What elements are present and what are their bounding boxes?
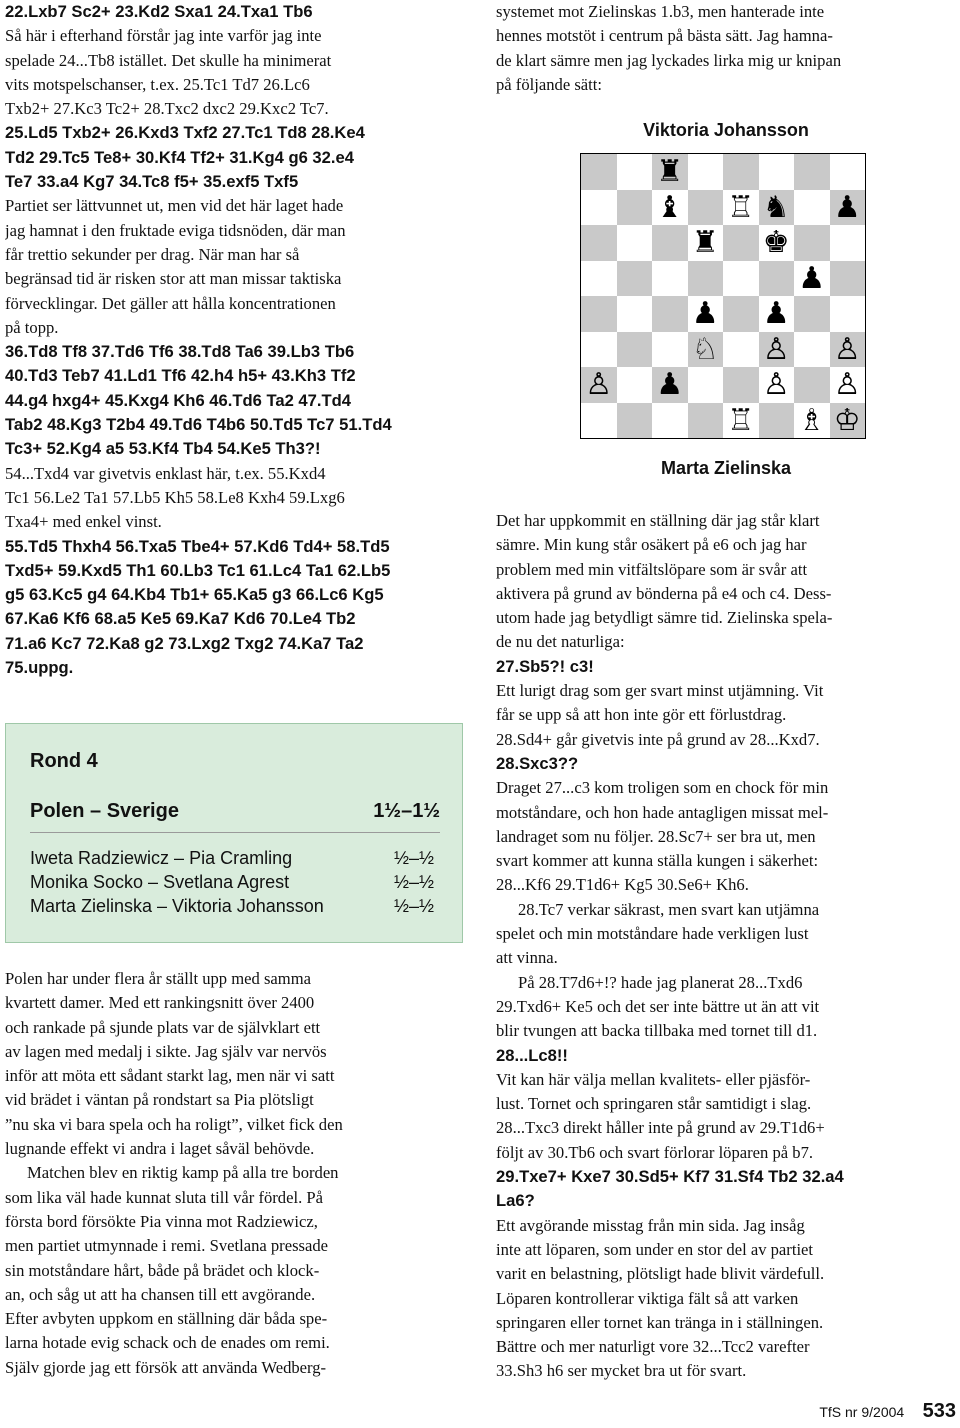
board-square-a8 (581, 154, 617, 190)
text-line: blir tvungen att backa tillbaka med tornet till d1. (496, 1021, 818, 1041)
chess-diagram (580, 153, 866, 439)
moves-line: 27.Sb5?! c3! (496, 656, 594, 676)
board-square-e4 (723, 296, 759, 332)
text-line: 75.uppg. (5, 658, 74, 678)
moves-block (496, 1165, 956, 1214)
left-bottom-text (5, 967, 463, 1380)
board-square-e6 (723, 225, 759, 261)
text-line: Tc1 56.Le2 Ta1 57.Lb5 Kh5 58.Le8 Kxh4 59.Lxg6 (5, 487, 345, 507)
text-line: ”nu ska vi bara spela och ha roligt”, vilket fick den (5, 1114, 343, 1134)
commentary-paragraph (5, 24, 463, 121)
text-line: 29.Txd6+ Ke5 och det ser inte bättre ut än att vit (496, 996, 820, 1016)
text-line: vid brädet i väntan på rondstart sa Pia plötsligt (5, 1090, 314, 1110)
white-pawn-icon: ♙ (585, 367, 613, 402)
text-line: begränsad tid är risken stor att man missar taktiska (5, 269, 342, 289)
text-line: av lagen med medalj i sikte. Jag själv var nervös (5, 1041, 327, 1061)
text-line: Polen har under flera år ställt upp med samma (5, 969, 311, 988)
moves-block (5, 340, 463, 461)
text-line: på följande sätt: (496, 74, 602, 94)
text-line: Txd5+ 59.Kxd5 Th1 60.Lb3 Tc1 61.Lc4 Ta1 62.Lb5 (5, 560, 391, 580)
diagram-top-player: Viktoria Johansson (643, 120, 809, 140)
black-rook-icon: ♜ (656, 154, 684, 189)
board-square-e2 (723, 367, 759, 403)
article-paragraph (5, 1161, 463, 1380)
text-line: Td2 29.Tc5 Te8+ 30.Kf4 Tf2+ 31.Kg4 g6 32.e4 (5, 147, 354, 167)
game-result (30, 896, 440, 917)
text-line: förvecklingar. Det gäller att hålla koncentrationen (5, 293, 336, 313)
text-line: svart kommer att kunna ställa kungen i säkerhet: (496, 851, 819, 871)
text-line: de nu det naturliga: (496, 632, 625, 652)
white-rook-icon: ♖ (727, 189, 755, 225)
board-square-d5 (688, 261, 724, 297)
moves-block (5, 121, 463, 194)
board-square-d1 (688, 403, 724, 439)
text-line: larna hotade evig schack och de enades om remi. (5, 1333, 330, 1353)
game-score: ½–½ (393, 848, 434, 868)
text-line: aktivera på grund av bönderna på e4 och c4. Dess- (496, 583, 832, 603)
text-line: Draget 27...c3 kom troligen som en chock för min (496, 778, 829, 798)
text-line: som lika väl hade kunnat sluta till vår fördel. På (5, 1187, 323, 1207)
game-players: Iweta Radziewicz – Pia Cramling (30, 848, 293, 868)
text-line: sin motståndare hårt, både på brädet och klock- (5, 1260, 320, 1280)
black-king-icon: ♚ (762, 225, 790, 260)
white-pawn-icon: ♙ (833, 367, 861, 402)
white-king-icon: ♔ (833, 402, 861, 438)
commentary-paragraph (5, 194, 463, 340)
text-line: Tc3+ 52.Kg4 a5 53.Kf4 Tb4 54.Ke5 Th3?! (5, 439, 321, 459)
black-pawn-icon: ♟ (656, 367, 684, 402)
white-pawn-icon: ♙ (762, 331, 790, 367)
text-line: och rankade på sjunde plats var de självklart ett (5, 1017, 321, 1037)
game-players: Monika Socko – Svetlana Agrest (30, 872, 290, 892)
text-line: hennes motstöt i centrum på bästa sätt. Jag hamna- (496, 26, 833, 46)
board-square-f8 (759, 154, 795, 190)
board-square-c3 (652, 332, 688, 368)
text-line: lugnande effekt vi andra i laget såväl behövde. (5, 1139, 315, 1159)
commentary-paragraph (496, 971, 956, 1044)
text-line: 28...Kf6 29.T1d6+ Kg5 30.Se6+ Kh6. (496, 875, 749, 895)
round-title: Rond 4 (30, 750, 98, 772)
white-knight-icon: ♘ (691, 331, 719, 367)
text-line: 55.Td5 Thxh4 56.Txa5 Tbe4+ 57.Kd6 Td4+ 58.Td5 (5, 536, 390, 556)
text-line: 71.a6 Kc7 72.Ka8 g2 73.Lxg2 Txg2 74.Ka7 Ta2 (5, 633, 364, 653)
text-line: får se upp så att hon inte gör ett förlustdrag. (496, 705, 787, 725)
text-line: lust. Tornet och springaren står samtidigt i slag. (496, 1094, 812, 1114)
text-line: vits motspelschanser, t.ex. 25.Tc1 Td7 26.Lc6 (5, 74, 310, 94)
board-square-f5 (759, 261, 795, 297)
text-line: 44.g4 hxg4+ 45.Kxg4 Kh6 46.Td6 Ta2 47.Td4 (5, 390, 352, 410)
text-line: 28...Txc3 direkt håller inte på grund av 29.T1d6+ (496, 1118, 825, 1138)
commentary-paragraph (496, 776, 956, 897)
text-line: inte att löparen, som under en stor del av partiet (496, 1239, 814, 1259)
game-score: ½–½ (393, 896, 434, 916)
text-line: Själv gjorde jag ett försök att använda Wedberg- (5, 1357, 327, 1377)
board-square-b7 (617, 190, 653, 226)
text-line: Tab2 48.Kg3 T2b4 49.Td6 T4b6 50.Td5 Tc7 51.Td4 (5, 415, 392, 435)
commentary-paragraph (496, 898, 956, 971)
text-line: motståndare, och hon hade antagligen missat mel- (496, 802, 829, 822)
game-players: Marta Zielinska – Viktoria Johansson (30, 896, 324, 916)
page-number: 533 (922, 1400, 956, 1422)
board-square-a5 (581, 261, 617, 297)
board-square-d8 (688, 154, 724, 190)
text-line: inför att möta ett sådant starkt lag, men när vi satt (5, 1066, 335, 1086)
black-pawn-icon: ♟ (833, 189, 861, 225)
board-square-c1 (652, 403, 688, 439)
text-line: att vinna. (496, 948, 558, 968)
board-square-e8 (723, 154, 759, 190)
commentary-paragraph (496, 1214, 956, 1384)
article-paragraph (5, 967, 463, 1161)
board-square-g6 (794, 225, 830, 261)
match-score: 1½–1½ (373, 800, 440, 822)
text-line: 25.Ld5 Txb2+ 26.Kxd3 Txf2 27.Tc1 Td8 28.Ke4 (5, 123, 365, 143)
text-line: Matchen blev en riktig kamp på alla tre borden (27, 1163, 339, 1183)
board-square-a1 (581, 403, 617, 439)
board-square-a3 (581, 332, 617, 368)
text-line: spelet och min motståndare hade verkligen lust (496, 924, 809, 944)
board-square-c4 (652, 296, 688, 332)
white-rook-icon: ♖ (727, 402, 755, 438)
match-result (30, 800, 440, 823)
text-line: 36.Td8 Tf8 37.Td6 Tf6 38.Td8 Ta6 39.Lb3 Tb6 (5, 342, 355, 362)
text-line: g5 63.Kc5 g4 64.Kb4 Tb1+ 65.Ka5 g3 66.Lc6 Kg5 (5, 585, 384, 605)
text-line: springaren eller tornet kan tränga in i ställningen. (496, 1312, 824, 1332)
black-pawn-icon: ♟ (691, 296, 719, 331)
board-square-g8 (794, 154, 830, 190)
text-line: 54...Txd4 var givetvis enklast här, t.ex. 55.Kxd4 (5, 463, 326, 483)
commentary-paragraph (5, 462, 463, 535)
board-square-d7 (688, 190, 724, 226)
text-line: 29.Txe7+ Kxe7 30.Sd5+ Kf7 31.Sf4 Tb2 32.a4 (496, 1167, 844, 1187)
commentary-paragraph (496, 0, 956, 97)
text-line: följt av 30.Tb6 och svart förlorar löparen på b7. (496, 1142, 814, 1162)
page-footer (819, 1400, 956, 1423)
text-line: La6? (496, 1191, 535, 1211)
text-line: varit en belastning, plötsligt hade blivit värdefull. (496, 1264, 825, 1284)
board-square-f1 (759, 403, 795, 439)
white-pawn-icon: ♙ (762, 367, 790, 402)
game-score: ½–½ (393, 872, 434, 892)
board-square-c6 (652, 225, 688, 261)
text-line: landraget som nu följer. 28.Sc7+ ser bra ut, men (496, 826, 816, 846)
white-pawn-icon: ♙ (833, 331, 861, 367)
text-line: 28.Tc7 verkar säkrast, men svart kan utjämna (518, 899, 820, 919)
moves-line: 28.Sxc3?? (496, 753, 579, 773)
text-line: på topp. (5, 317, 59, 337)
black-rook-icon: ♜ (691, 225, 719, 260)
moves-line: 22.Lxb7 Sc2+ 23.Kd2 Sxa1 24.Txa1 Tb6 (5, 2, 313, 21)
board-square-a7 (581, 190, 617, 226)
moves-block (5, 535, 463, 681)
board-square-b5 (617, 261, 653, 297)
moves-line: 28...Lc8!! (496, 1045, 568, 1065)
text-line: Det har uppkommit en ställning där jag står klart (496, 511, 820, 530)
black-pawn-icon: ♟ (762, 296, 790, 331)
board-square-b1 (617, 403, 653, 439)
text-line: Txb2+ 27.Kc3 Tc2+ 28.Txc2 dxc2 29.Kxc2 Tc7. (5, 99, 329, 119)
text-line: Så här i efterhand förstår jag inte varför jag inte (5, 26, 322, 46)
text-line: På 28.T7d6+!? hade jag planerat 28...Txd6 (518, 972, 803, 992)
text-line: 33.Sh3 h6 ser mycket bra ut för svart. (496, 1361, 747, 1381)
text-line: Bättre och mer naturligt vore 32...Tcc2 varefter (496, 1337, 810, 1357)
commentary-paragraph (496, 679, 956, 752)
text-line: men partiet utmynnade i remi. Svetlana pressade (5, 1236, 329, 1256)
text-line: får trettio sekunder per drag. När man har så (5, 244, 300, 264)
board-square-b2 (617, 367, 653, 403)
text-line: Ett lurigt drag som ger svart minst utjämning. Vit (496, 681, 824, 701)
board-square-a6 (581, 225, 617, 261)
magazine-issue: TfS nr 9/2004 (819, 1404, 905, 1420)
white-bishop-icon: ♗ (798, 402, 826, 438)
text-line: sämre. Min kung står osäkert på e6 och jag har (496, 535, 807, 555)
match-teams: Polen – Sverige (30, 800, 179, 822)
text-line: jag hamnat i den fruktade eviga tidsnöden, där man (5, 220, 346, 240)
board-square-h4 (830, 296, 866, 332)
text-line: Partiet ser lättvunnet ut, men vid det här laget hade (5, 196, 344, 216)
text-line: 28.Sd4+ går givetvis inte på grund av 28...Kxd7. (496, 729, 820, 749)
game-result (30, 872, 440, 893)
text-line: problem med min vitfältslöpare som är svår att (496, 559, 808, 579)
text-line: första bord försökte Pia vinna mot Radziewicz, (5, 1211, 318, 1231)
text-line: 40.Td3 Teb7 41.Ld1 Tf6 42.h4 h5+ 43.Kh3 Tf2 (5, 366, 356, 386)
text-line: an, och såg ut att ha chansen till ett avgörande. (5, 1284, 316, 1304)
board-square-e5 (723, 261, 759, 297)
text-line: Txa4+ med enkel vinst. (5, 512, 162, 532)
text-line: de klart sämre men jag lyckades lirka mig ur knipan (496, 50, 842, 70)
board-square-b3 (617, 332, 653, 368)
board-square-g2 (794, 367, 830, 403)
text-line: 67.Ka6 Kf6 68.a5 Ke5 69.Ka7 Kd6 70.Le4 Tb2 (5, 609, 356, 629)
board-square-g4 (794, 296, 830, 332)
text-line: Te7 33.a4 Kg7 34.Tc8 f5+ 35.exf5 Txf5 (5, 172, 299, 192)
commentary-paragraph (496, 1068, 956, 1165)
game-result (30, 848, 440, 869)
black-knight-icon: ♞ (762, 189, 790, 225)
board-square-a4 (581, 296, 617, 332)
board-square-b8 (617, 154, 653, 190)
text-line: Efter avbyten uppkom en ställning där båda spe- (5, 1309, 328, 1329)
black-bishop-icon: ♝ (656, 189, 684, 225)
text-line: systemet mot Zielinskas 1.b3, men hanterade inte (496, 2, 825, 21)
board-square-d2 (688, 367, 724, 403)
text-line: kvartett damer. Med ett rankingsnitt över 2400 (5, 993, 315, 1013)
board-square-g3 (794, 332, 830, 368)
text-line: Löparen kontrollerar viktiga fält så att varken (496, 1288, 799, 1308)
board-square-b4 (617, 296, 653, 332)
text-line: spelade 24...Tb8 istället. Det skulle ha minimerat (5, 50, 332, 70)
text-line: Ett avgörande misstag från min sida. Jag insåg (496, 1215, 805, 1235)
diagram-bottom-player: Marta Zielinska (660, 458, 792, 478)
round-results-box (5, 723, 463, 943)
black-pawn-icon: ♟ (798, 260, 826, 296)
board-square-b6 (617, 225, 653, 261)
commentary-paragraph (496, 509, 956, 655)
board-square-h5 (830, 261, 866, 297)
board-square-h6 (830, 225, 866, 261)
board-square-g7 (794, 190, 830, 226)
board-square-h8 (830, 154, 866, 190)
divider (30, 832, 440, 833)
text-line: Vit kan här välja mellan kvalitets- eller pjäsför- (496, 1069, 811, 1089)
board-square-e3 (723, 332, 759, 368)
text-line: utom hade jag betydligt sämre tid. Zielinska spela- (496, 608, 833, 628)
board-square-c5 (652, 261, 688, 297)
